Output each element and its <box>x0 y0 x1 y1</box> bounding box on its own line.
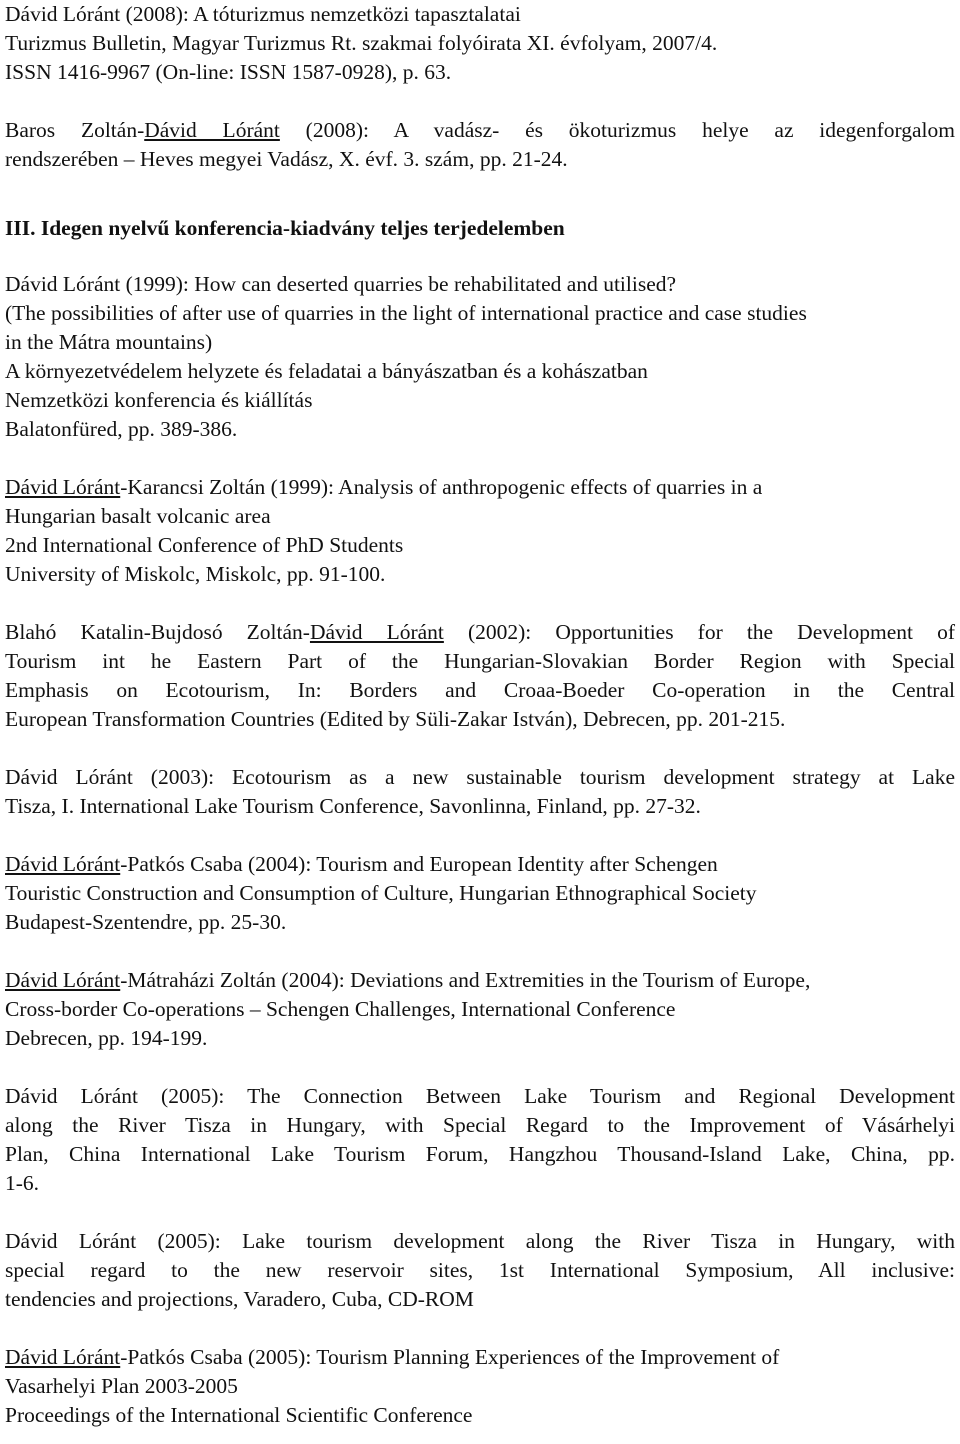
reference-line: Plan, China International Lake Tourism Forum, Hangzhou Thousand-Island Lake, China, pp. <box>5 1142 955 1166</box>
section-heading-block <box>5 214 955 243</box>
reference-line: Balatonfüred, pp. 389-386. <box>5 417 238 441</box>
reference-entry <box>5 473 955 589</box>
reference-line: University of Miskolc, Miskolc, pp. 91-100. <box>5 562 386 586</box>
reference-entry <box>5 1082 955 1198</box>
reference-line: Dávid Lóránt (2005): The Connection Between Lake Tourism and Regional Development <box>5 1084 955 1108</box>
reference-line: Nemzetközi konferencia és kiállítás <box>5 388 313 412</box>
reference-text: -Karancsi Zoltán (1999): Analysis of anthropogenic effects of quarries in a <box>120 475 763 499</box>
reference-entry <box>5 270 955 444</box>
reference-text: -Patkós Csaba (2004): Tourism and European Identity after Schengen <box>120 852 718 876</box>
author-link: Dávid Lóránt <box>309 620 444 644</box>
reference-line <box>5 966 955 995</box>
reference-line: special regard to the new reservoir sites, 1st International Symposium, All inclusive: <box>5 1258 955 1282</box>
reference-text: (2002): Opportunities for the Development of <box>443 620 955 644</box>
author-link: Dávid Lóránt <box>5 1345 121 1369</box>
reference-text: -Mátraházi Zoltán (2004): Deviations and Extremities in the Tourism of Europe, <box>120 968 811 992</box>
coauthor-text: Blahó Katalin-Bujdosó Zoltán- <box>5 620 310 644</box>
reference-line: ISSN 1416-9967 (On-line: ISSN 1587-0928), p. 63. <box>5 60 452 84</box>
reference-entry <box>5 966 955 1053</box>
reference-line: Budapest-Szentendre, pp. 25-30. <box>5 910 287 934</box>
reference-entry <box>5 763 955 821</box>
reference-entry <box>5 0 955 87</box>
reference-line <box>5 116 955 145</box>
reference-line <box>5 1343 955 1372</box>
reference-line: Dávid Lóránt (2005): Lake tourism development along the River Tisza in Hungary, with <box>5 1229 955 1253</box>
reference-line: A környezetvédelem helyzete és feladatai a bányászatban és a kohászatban <box>5 359 648 383</box>
reference-line: Turizmus Bulletin, Magyar Turizmus Rt. szakmai folyóirata XI. évfolyam, 2007/4. <box>5 31 718 55</box>
reference-line: Dávid Lóránt (1999): How can deserted quarries be rehabilitated and utilised? <box>5 272 677 296</box>
reference-line: Tourism int he Eastern Part of the Hungarian-Slovakian Border Region with Special <box>5 649 955 673</box>
reference-line: Dávid Lóránt (2008): A tóturizmus nemzetközi tapasztalatai <box>5 2 521 26</box>
reference-line: Debrecen, pp. 194-199. <box>5 1026 208 1050</box>
author-link: Dávid Lóránt <box>5 968 121 992</box>
reference-line: Dávid Lóránt (2003): Ecotourism as a new sustainable tourism development strategy at Lake <box>5 765 955 789</box>
reference-line: Touristic Construction and Consumption of Culture, Hungarian Ethnographical Society <box>5 881 757 905</box>
reference-line: Vasarhelyi Plan 2003-2005 <box>5 1374 238 1398</box>
reference-line: Tisza, I. International Lake Tourism Conference, Savonlinna, Finland, pp. 27-32. <box>5 794 701 818</box>
reference-line: Emphasis on Ecotourism, In: Borders and Croaa-Boeder Co-operation in the Central <box>5 678 955 702</box>
reference-line: 1-6. <box>5 1171 40 1195</box>
reference-line: tendencies and projections, Varadero, Cuba, CD-ROM <box>5 1287 474 1311</box>
author-link: Dávid Lóránt <box>5 852 121 876</box>
coauthor-text: Baros Zoltán- <box>5 118 145 142</box>
reference-line: European Transformation Countries (Edited by Süli-Zakar István), Debrecen, pp. 201-215. <box>5 707 786 731</box>
reference-line: in the Mátra mountains) <box>5 330 213 354</box>
reference-entry <box>5 1227 955 1314</box>
reference-line: rendszerében – Heves megyei Vadász, X. évf. 3. szám, pp. 21-24. <box>5 147 568 171</box>
reference-entry <box>5 1343 955 1430</box>
reference-line: (The possibilities of after use of quarries in the light of international practice and case studies <box>5 301 807 325</box>
author-link: Dávid Lóránt <box>144 118 280 142</box>
reference-entry <box>5 116 955 174</box>
reference-line <box>5 618 955 647</box>
document-page <box>5 0 955 1430</box>
reference-line <box>5 473 955 502</box>
reference-line: 2nd International Conference of PhD Students <box>5 533 404 557</box>
section-heading: III. Idegen nyelvű konferencia-kiadvány teljes terjedelemben <box>5 216 565 240</box>
reference-line: along the River Tisza in Hungary, with Special Regard to the Improvement of Vásárhelyi <box>5 1113 955 1137</box>
reference-text: -Patkós Csaba (2005): Tourism Planning Experiences of the Improvement of <box>120 1345 780 1369</box>
reference-line: Cross-border Co-operations – Schengen Challenges, International Conference <box>5 997 676 1021</box>
reference-entry <box>5 618 955 734</box>
reference-line: Hungarian basalt volcanic area <box>5 504 271 528</box>
reference-entry <box>5 850 955 937</box>
author-link: Dávid Lóránt <box>5 475 121 499</box>
reference-text: (2008): A vadász- és ökoturizmus helye az idegenforgalom <box>279 118 955 142</box>
reference-line <box>5 850 955 879</box>
reference-line: Proceedings of the International Scientific Conference <box>5 1403 473 1427</box>
